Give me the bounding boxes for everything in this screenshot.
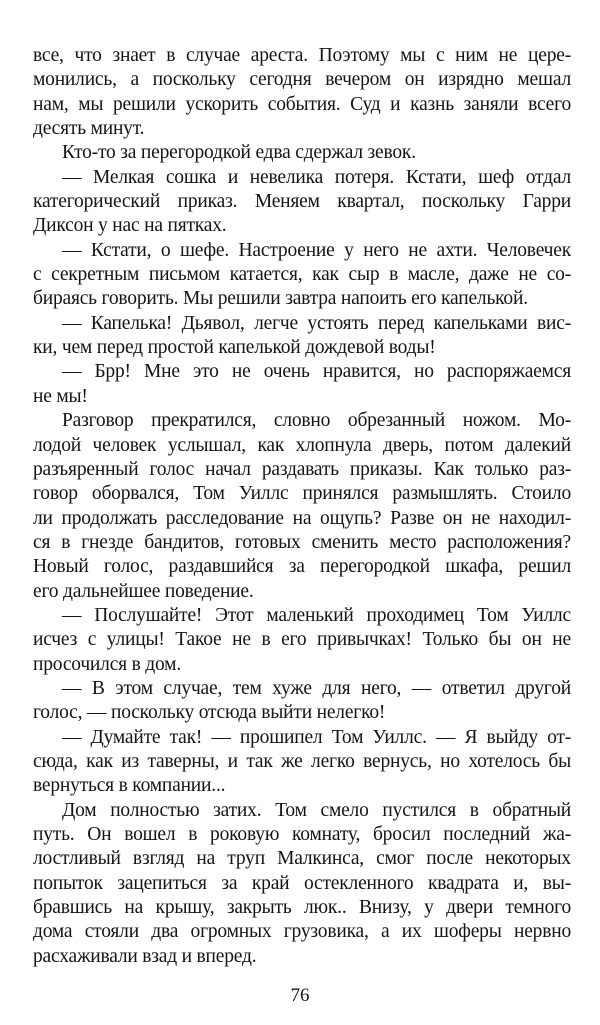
paragraph: [33, 44, 571, 141]
text-line: сюда, как из таверны, и так же легко вернусь, но хотелось бы: [33, 750, 571, 772]
text-line: с секретным письмом катается, как сыр в масле, даже не со-: [33, 264, 571, 286]
text-line: расхаживали взад и вперед.: [33, 945, 257, 967]
text-line: путь. Он вошел в роковую комнату, бросил последний жа-: [33, 824, 571, 845]
paragraph: [33, 239, 571, 312]
text-line: не мы!: [33, 385, 88, 407]
paragraph: [33, 677, 571, 726]
text-line: лостливый взгляд на труп Малкинса, смог после некоторых: [33, 848, 571, 870]
text-line: ки, чем перед простой капелькой дождевой воды!: [33, 337, 436, 359]
paragraph: [33, 166, 571, 239]
text-line: монились, а поскольку сегодня вечером он изрядно мешал: [33, 69, 571, 91]
text-line: просочился в дом.: [33, 653, 181, 675]
text-line: Разговор прекратился, словно обрезанный ножом. Мо-: [62, 410, 571, 432]
page-body-text: [33, 44, 571, 969]
text-line: — В этом случае, тем хуже для него, — ответил другой: [62, 677, 571, 699]
text-line: ся в гнезде бандитов, готовых сменить место расположения?: [33, 531, 571, 553]
text-line: — Послушайте! Этот маленький проходимец Том Уиллс: [62, 604, 571, 626]
text-line: дома стояли два огромных грузовика, а их шоферы нервно: [33, 921, 571, 943]
text-line: — Брр! Мне это не очень нравится, но распоряжаемся: [62, 361, 571, 383]
text-line: ли продолжать расследование на ощупь? Разве он не находил-: [33, 507, 571, 529]
text-line: лодой человек услышал, как хлопнула дверь, потом далекий: [33, 434, 571, 456]
text-line: говор оборвался, Том Уиллс принялся размышлять. Стоило: [33, 483, 571, 505]
paragraph: [33, 604, 571, 677]
text-line: Диксон у нас на пятках.: [33, 215, 227, 237]
paragraph: [33, 141, 571, 165]
text-line: вернуться в компании...: [33, 775, 226, 797]
text-line: — Кстати, о шефе. Настроение у него не ахти. Человечек: [62, 239, 571, 261]
text-line: нам, мы решили ускорить события. Суд и казнь заняли всего: [33, 93, 571, 115]
text-line: попыток зацепиться за край остекленного квадрата и, вы-: [33, 872, 571, 894]
text-line: Кто-то за перегородкой едва сдержал зевок.: [62, 142, 416, 164]
page-number: 76: [290, 985, 310, 1006]
paragraph: [33, 312, 571, 361]
paragraph: [33, 409, 571, 604]
text-line: все, что знает в случае ареста. Поэтому мы с ним не цере-: [33, 45, 571, 66]
text-line: его дальнейшее поведение.: [33, 580, 254, 602]
text-line: Дом полностью затих. Том смело пустился в обратный: [62, 799, 571, 821]
text-line: Новый голос, раздавшийся за перегородкой шкафа, решил: [33, 556, 571, 578]
text-line: разъяренный голос начал раздавать приказы. Как только раз-: [33, 458, 571, 480]
text-line: десять минут.: [33, 118, 145, 140]
text-line: бравшись на крышу, закрыть люк.. Внизу, у двери темного: [33, 897, 571, 919]
text-line: бираясь говорить. Мы решили завтра напоить его капелькой.: [33, 288, 528, 310]
paragraph: [33, 360, 571, 409]
paragraph: [33, 726, 571, 799]
text-line: голос, — поскольку отсюда выйти нелегко!: [33, 702, 386, 724]
text-line: — Капелька! Дьявол, легче устоять перед капельками вис-: [62, 312, 571, 334]
text-line: исчез с улицы! Такое не в его привычках! Только бы он не: [33, 629, 571, 651]
paragraph: [33, 799, 571, 969]
text-line: — Мелкая сошка и невелика потеря. Кстати, шеф отдал: [62, 166, 571, 188]
text-line: категорический приказ. Меняем квартал, поскольку Гарри: [33, 191, 571, 213]
text-line: — Думайте так! — прошипел Том Уиллс. — Я выйду от-: [62, 726, 571, 748]
